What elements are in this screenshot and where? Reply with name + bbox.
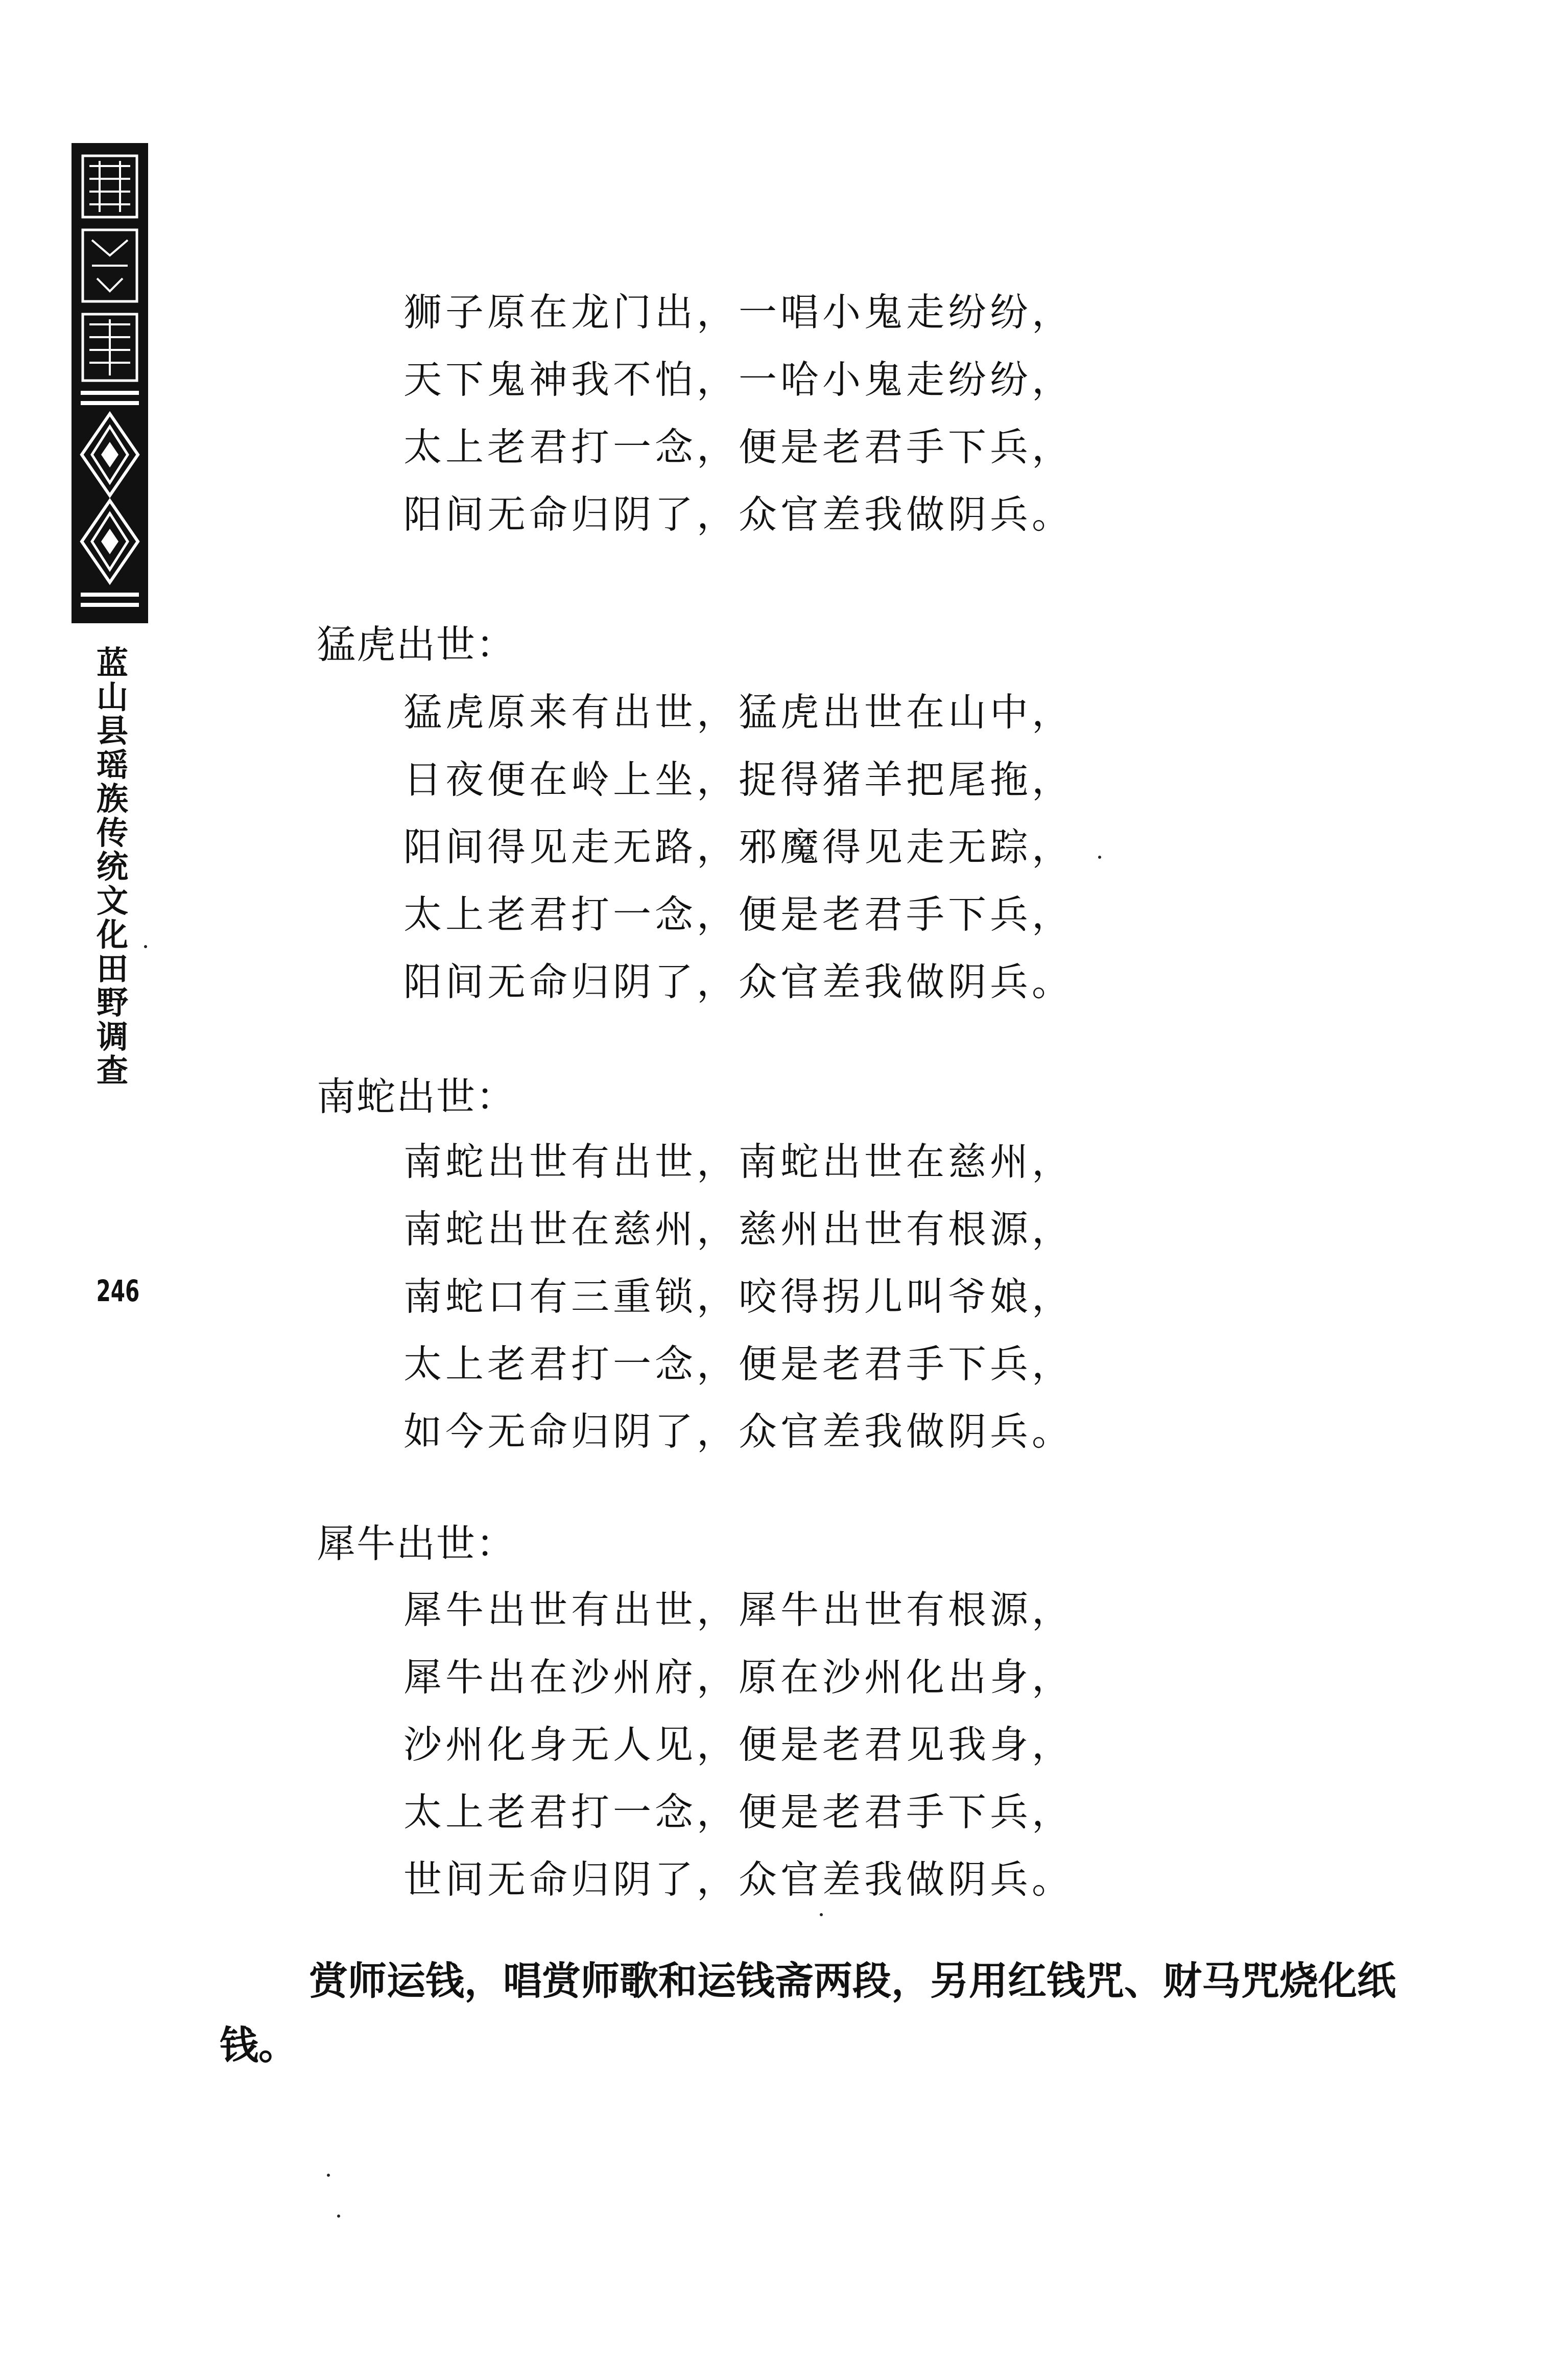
scan-speck — [1098, 856, 1101, 859]
verse-line: 犀牛出在沙州府，原在沙州化出身， — [403, 1655, 1074, 1700]
page-number: 246 — [96, 1274, 140, 1308]
verse-line: 太上老君打一念，便是老君手下兵， — [403, 892, 1074, 937]
scan-speck — [337, 2215, 340, 2218]
verse-line: 如今无命归阴了，众官差我做阴兵。 — [403, 1409, 1074, 1454]
verse-line: 沙州化身无人见，便是老君见我身， — [403, 1722, 1074, 1767]
verse-line: 南蛇出世有出世，南蛇出世在慈州， — [403, 1139, 1074, 1184]
opening-stanza — [403, 278, 1074, 548]
decorative-pattern-band — [72, 143, 148, 623]
section-heading-tiger: 猛虎出世： — [317, 622, 516, 667]
verse-line: 犀牛出世有出世，犀牛出世有根源， — [403, 1587, 1074, 1632]
verse-line: 阳间无命归阴了，众官差我做阴兵。 — [403, 492, 1074, 537]
scan-speck — [820, 1913, 823, 1916]
scan-speck — [327, 2174, 330, 2177]
section-heading-snake: 南蛇出世： — [317, 1074, 516, 1119]
scan-speck — [144, 945, 147, 948]
verse-line: 狮子原在龙门出，一唱小鬼走纷纷， — [403, 290, 1074, 335]
verse-line: 南蛇口有三重锁，咬得拐儿叫爷娘， — [403, 1274, 1074, 1319]
verse-line: 日夜便在岭上坐，捉得猪羊把尾拖， — [403, 757, 1074, 802]
verse-line: 南蛇出世在慈州，慈州出世有根源， — [403, 1207, 1074, 1252]
verse-line: 猛虎原来有出世，猛虎出世在山中， — [403, 690, 1074, 735]
verse-line: 太上老君打一念，便是老君手下兵， — [403, 425, 1074, 469]
verse-line: 天下鬼神我不怕，一哈小鬼走纷纷， — [403, 357, 1074, 402]
running-title: 蓝山县瑶族传统文化田野调查 — [96, 644, 128, 1089]
verse-line: 太上老君打一念，便是老君手下兵， — [403, 1790, 1074, 1834]
verse-line: 阳间无命归阴了，众官差我做阴兵。 — [403, 959, 1074, 1004]
stanza-snake — [403, 1128, 1074, 1465]
verse-line: 世间无命归阴了，众官差我做阴兵。 — [403, 1857, 1074, 1902]
closing-paragraph: 赏师运钱，唱赏师歌和运钱斋两段，另用红钱咒、财马咒烧化纸钱。 — [220, 1958, 1396, 2068]
stanza-tiger — [403, 678, 1074, 1016]
woven-pattern-icon — [72, 143, 148, 623]
verse-line: 太上老君打一念，便是老君手下兵， — [403, 1341, 1074, 1386]
verse-line: 阳间得见走无路，邪魔得见走无踪， — [403, 825, 1074, 869]
section-heading-rhino: 犀牛出世： — [317, 1521, 516, 1566]
stanza-rhino — [403, 1576, 1074, 1913]
